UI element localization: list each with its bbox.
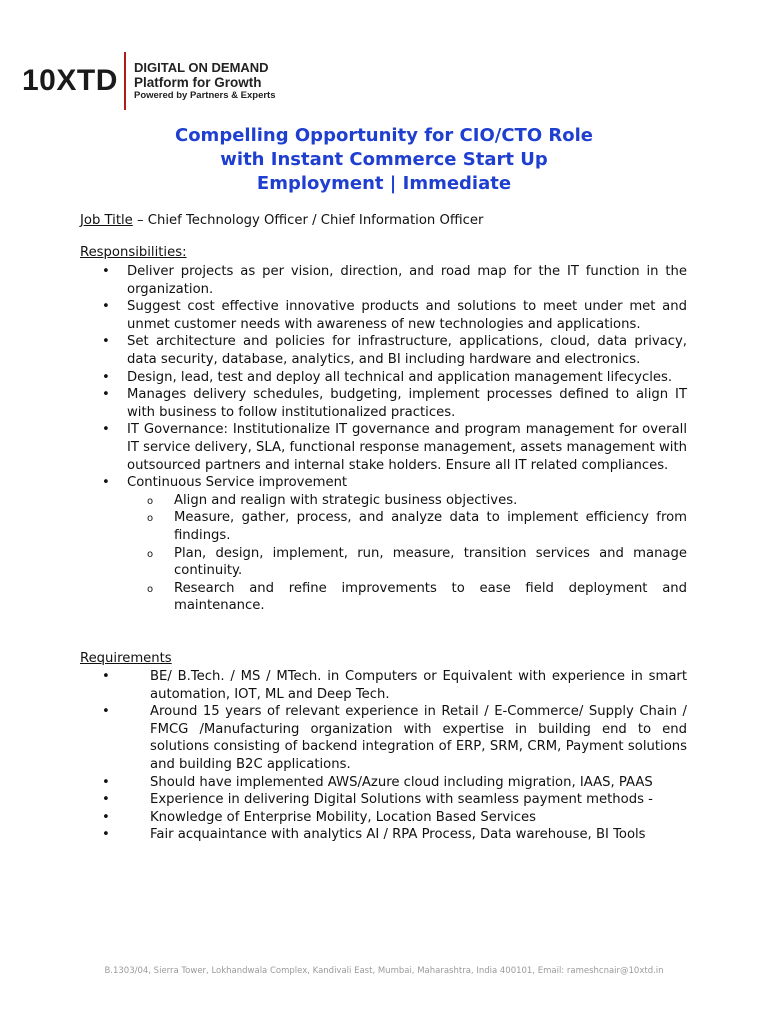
list-item: • Should have implemented AWS/Azure cloud including migration, IAAS, PAAS — [80, 774, 687, 792]
sub-list-item: o Align and realign with strategic business objectives. — [127, 492, 687, 510]
logo-line-1: DIGITAL ON DEMAND — [134, 59, 269, 75]
job-title-value: – Chief Technology Officer / Chief Information Officer — [132, 213, 484, 228]
title-line-2: with Instant Commerce Start Up — [220, 149, 548, 170]
sub-list-item: o Plan, design, implement, run, measure, transition services and manage continuity. — [127, 545, 687, 580]
job-title-line — [80, 212, 688, 230]
title-line-1: Compelling Opportunity for CIO/CTO Role — [174, 125, 593, 146]
job-title-label: Job Title — [80, 213, 133, 228]
list-item: • Manages delivery schedules, budgeting, implement processes defined to align IT with business to follow institutionalized practices. — [80, 386, 687, 421]
list-item: • IT Governance: Institutionalize IT governance and program management for overall IT service delivery, SLA, functional response management, assets management with outsourced partners and internal stake holders. Ensure all IT related compliances. — [80, 421, 687, 474]
list-item-label: Continuous Service improvement — [127, 475, 348, 491]
logo-mark: 10XTD — [22, 64, 118, 97]
responsibilities-heading: Responsibilities: — [80, 245, 187, 260]
logo-line-2: Platform for Growth — [134, 74, 262, 90]
list-item: • Around 15 years of relevant experience in Retail / E-Commerce/ Supply Chain / FMCG /Manufacturing organization with expertise in building end to end solutions consisting of backend integration of ERP, SRM, CRM, Payment solutions and building B2C applications. — [80, 703, 687, 773]
list-item: • Design, lead, test and deploy all technical and application management lifecycles. — [80, 369, 687, 387]
footer-address: B.1303/04, Sierra Tower, Lokhandwala Complex, Kandivali East, Mumbai, Maharashtra, India 400101, Email: rameshcnair@10xtd.in — [104, 966, 664, 976]
sub-list-item: o Measure, gather, process, and analyze data to implement efficiency from findings. — [127, 509, 687, 544]
title-line-3: Employment | Immediate — [256, 173, 512, 194]
list-item: • Suggest cost effective innovative products and solutions to meet under met and unmet customer needs with awareness of new technologies and applications. — [80, 298, 687, 333]
requirements-heading: Requirements — [80, 651, 172, 666]
logo-tagline — [134, 61, 276, 102]
list-item: • Deliver projects as per vision, direction, and road map for the IT function in the organization. — [80, 263, 687, 298]
logo-line-3: Powered by Partners & Experts — [134, 89, 276, 101]
sub-list — [127, 492, 687, 615]
list-item: • Knowledge of Enterprise Mobility, Location Based Services — [80, 809, 687, 827]
list-item: • Set architecture and policies for infrastructure, applications, cloud, data privacy, data security, database, analytics, and BI including hardware and electronics. — [80, 333, 687, 368]
list-item: • BE/ B.Tech. / MS / MTech. in Computers or Equivalent with experience in smart automation, IOT, ML and Deep Tech. — [80, 668, 687, 703]
sub-list-item: o Research and refine improvements to ease field deployment and maintenance. — [127, 580, 687, 615]
document-title — [0, 124, 768, 196]
list-item: • Experience in delivering Digital Solutions with seamless payment methods - — [80, 791, 687, 809]
list-item: • Fair acquaintance with analytics AI / RPA Process, Data warehouse, BI Tools — [80, 826, 687, 844]
requirements-list — [80, 668, 687, 844]
list-item-continuous-service — [80, 474, 687, 615]
responsibilities-list — [80, 263, 687, 615]
company-logo — [22, 52, 276, 110]
logo-divider — [124, 52, 126, 110]
